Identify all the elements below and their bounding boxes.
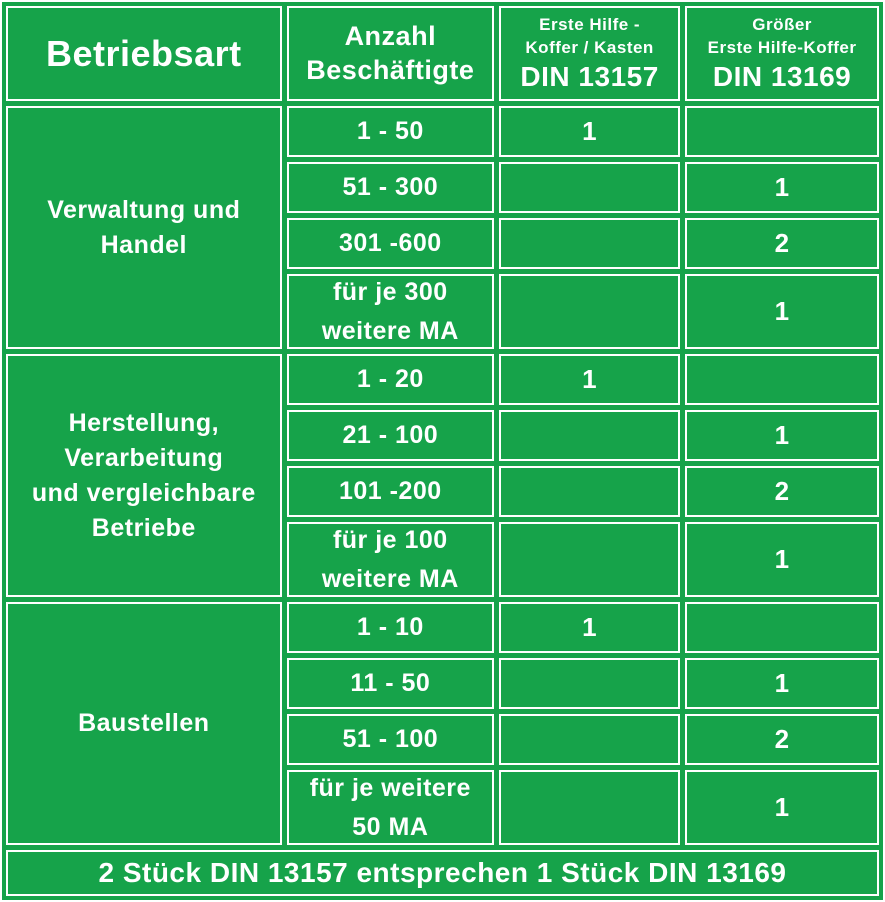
din13157-value: 1 [582,612,598,642]
din13157-value-cell [499,602,680,653]
range-text: 51 - 300 [342,173,439,202]
din13157-value-cell [499,410,680,461]
range-cell [287,466,494,517]
range-text: 1 - 50 [356,117,424,146]
range-cell [287,658,494,709]
range-text: 50 MA [352,812,429,841]
header-betriebsart-label: Betriebsart [46,32,242,74]
section-label-herstellung [6,354,282,597]
header-din-13169 [685,6,879,101]
din13157-value-cell [499,106,680,157]
range-text: 11 - 50 [350,669,431,698]
din13157-value-cell [499,354,680,405]
din13169-value-cell [685,466,879,517]
header-din13157-sub1: Erste Hilfe - [539,15,641,35]
range-text: 21 - 100 [342,421,439,450]
din13169-value-cell [685,410,879,461]
range-text: für je weitere [309,773,471,802]
din13169-value: 1 [774,544,790,574]
range-cell [287,218,494,269]
din13169-value: 1 [774,296,790,326]
range-cell [287,354,494,405]
section-label-line: und vergleichbare [31,478,256,507]
header-din13157-sub2: Koffer / Kasten [525,37,654,57]
din13169-value-cell [685,162,879,213]
din13157-value-cell [499,770,680,845]
din13169-value-cell [685,106,879,157]
din13157-value: 1 [582,116,598,146]
section-label-line: Verarbeitung [64,443,224,472]
din13169-value-cell [685,714,879,765]
range-text: 1 - 10 [356,613,424,642]
footer-note [6,850,879,896]
din13157-value-cell [499,714,680,765]
range-cell [287,274,494,349]
range-cell [287,770,494,845]
range-cell [287,522,494,597]
din13169-value-cell [685,522,879,597]
din13169-value: 1 [774,172,790,202]
header-betriebsart [6,6,282,101]
range-text: 301 -600 [338,229,442,258]
header-din13169-code: DIN 13169 [712,60,852,92]
section-label-line: Verwaltung und [47,195,241,224]
range-cell [287,162,494,213]
range-cell [287,602,494,653]
range-text: 1 - 20 [356,365,424,394]
din13169-value-cell [685,658,879,709]
header-din13169-sub1: Größer [752,15,812,35]
range-cell [287,410,494,461]
din13169-value: 1 [774,420,790,450]
din13169-value-cell [685,602,879,653]
footer-note-text: 2 Stück DIN 13157 entsprechen 1 Stück DIN 13169 [98,857,787,888]
section-label-line: Betriebe [91,513,196,542]
din13169-value: 2 [774,724,790,754]
din13157-value-cell [499,218,680,269]
din13169-value-cell [685,274,879,349]
range-text: für je 300 [332,277,448,306]
range-cell [287,714,494,765]
section-label-line: Herstellung, [68,408,220,437]
din13157-value-cell [499,466,680,517]
range-text: weitere MA [321,316,459,345]
din13157-value-cell [499,274,680,349]
din13169-value: 1 [774,792,790,822]
header-anzahl-beschaeftigte [287,6,494,101]
header-din-13157 [499,6,680,101]
range-text: weitere MA [321,564,459,593]
range-cell [287,106,494,157]
range-text: 101 -200 [338,477,442,506]
din13157-value: 1 [582,364,598,394]
section-label-baustellen [6,602,282,845]
din13169-value: 2 [774,476,790,506]
header-anzahl-line2: Beschäftigte [306,54,475,85]
header-din13157-code: DIN 13157 [520,60,659,92]
din13169-value: 1 [774,668,790,698]
header-din13169-sub2: Erste Hilfe-Koffer [707,37,857,57]
header-anzahl-line1: Anzahl [344,20,437,51]
din13157-value-cell [499,658,680,709]
range-text: 51 - 100 [342,725,439,754]
din13157-value-cell [499,162,680,213]
section-label-line: Handel [100,230,187,259]
din13169-value-cell [685,218,879,269]
din13157-value-cell [499,522,680,597]
section-label-verwaltung-und-handel [6,106,282,349]
section-label-line: Baustellen [78,709,210,737]
range-text: für je 100 [332,525,448,554]
din13169-value-cell [685,770,879,845]
din13169-value: 2 [774,228,790,258]
din13169-value-cell [685,354,879,405]
